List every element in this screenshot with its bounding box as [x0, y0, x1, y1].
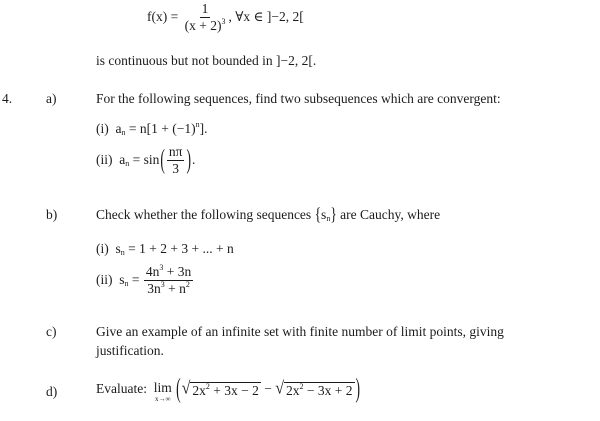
- part-b-item-ii: (ii) $s_n$ = $\frac{4n^3 + 3n}{3n^3 + n^2}$: [96, 263, 192, 297]
- question-number: 4.: [2, 91, 13, 106]
- f-fraction: [183, 2, 228, 33]
- sqrt-term-1: √ $2x^2 + 3x - 2$: [181, 379, 259, 398]
- part-c-line2: justification.: [96, 343, 164, 358]
- sin-argument-fraction: $\frac{n\pi}{3}$: [168, 144, 183, 177]
- part-b-text: Check whether the following sequences $\{s_n\}$ are Cauchy, where: [96, 204, 441, 225]
- part-c-label: c): [46, 324, 57, 339]
- part-b-item-i: (i) $s_n = 1 + 2 + 3$ + ... + n: [96, 241, 234, 257]
- function-definition: [147, 2, 304, 33]
- part-b-label: b): [46, 207, 58, 222]
- part-a-label: a): [46, 91, 57, 106]
- f-numerator: 1: [200, 2, 211, 18]
- f-denominator: $(x + 2)^3$: [184, 17, 226, 34]
- part-d-expression: Evaluate: lim x→∞ ( √ $2x^2 + 3x - 2$ − √ $2x^2 - 3x + 2$ ): [96, 373, 361, 403]
- f-domain: , ∀x ∈ ]−2, 2[: [228, 8, 304, 24]
- part-a-item-i: (i) $a_n = n[1 + (-1)^n]$.: [96, 120, 208, 137]
- continuity-statement: is continuous but not bounded in ]−2, 2[.: [96, 53, 317, 68]
- f-lhs: f(x) =: [147, 8, 179, 24]
- part-d-label: d): [46, 384, 58, 399]
- cauchy-fraction: $\frac{4n^3 + 3n}{3n^3 + n^2}$: [145, 263, 192, 297]
- limit-operator: lim x→∞: [153, 380, 172, 403]
- part-a-item-ii: (ii) $a_n = \sin$( $\frac{n\pi}{3}$ ).: [96, 143, 196, 177]
- sqrt-term-2: √ $2x^2 - 3x + 2$: [275, 379, 353, 398]
- part-c-line1: Give an example of an infinite set with finite number of limit points, giving: [96, 324, 504, 339]
- part-a-text: For the following sequences, find two subsequences which are convergent:: [96, 91, 501, 106]
